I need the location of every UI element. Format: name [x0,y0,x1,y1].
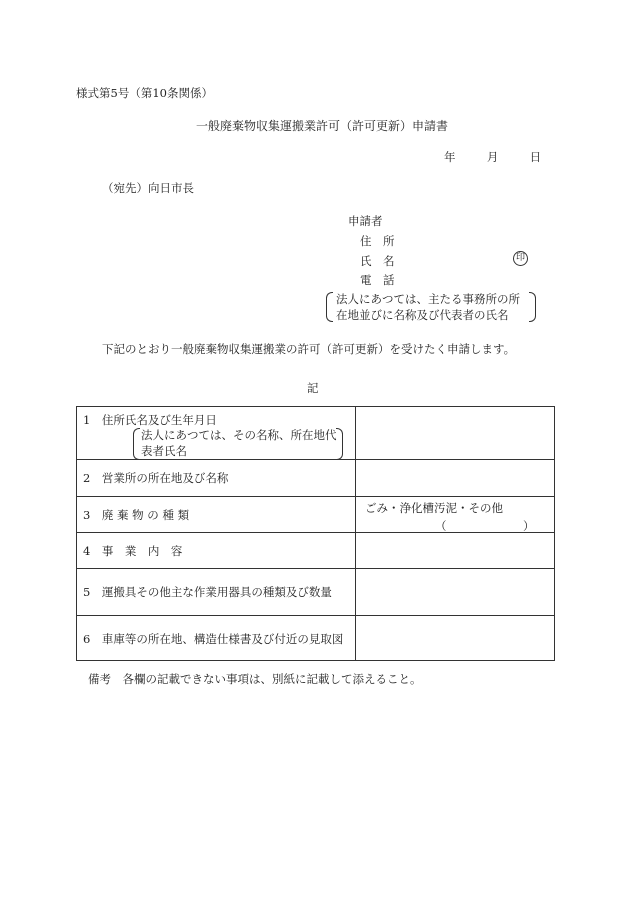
table-row-4 [77,532,554,568]
date-year: 年 [444,150,456,164]
intro-sentence: 下記のとおり一般廃棄物収集運搬業の許可（許可更新）を受けたく申請します。 [102,342,516,356]
address-label: 住 所 [360,234,395,248]
bracket-left [133,428,140,460]
table-row-6 [77,615,554,662]
bracket-left [326,292,333,322]
date-line [444,152,541,164]
name-label: 氏 名 [360,254,395,268]
waste-types-value: ごみ・浄化槽汚泥・その他 [365,501,503,515]
bracket-right [529,292,536,322]
seal-mark: 印 [513,251,528,266]
corporate-note [326,291,536,321]
corporate-note-line1: 法人にあつては、主たる事務所の所 [336,292,520,306]
row4-label: 4 事 業 内 容 [83,544,183,558]
phone-label: 電 話 [360,273,395,287]
document-title: 一般廃棄物収集運搬業許可（許可更新）申請書 [196,119,449,133]
row1-note [133,427,343,459]
remarks: 備考 各欄の記載できない事項は、別紙に記載して添えること。 [88,672,422,686]
row1-label: 1 住所氏名及び生年月日 [83,413,217,427]
ki-heading: 記 [307,381,319,395]
waste-other-paren-open: （ [435,519,447,533]
row2-label: 2 営業所の所在地及び名称 [83,471,229,485]
row1-note-text [141,427,337,459]
table-row-1 [77,407,554,459]
applicant-heading: 申請者 [348,214,383,228]
date-month: 月 [486,150,499,164]
row5-label: 5 運搬具その他主な作業用器具の種類及び数量 [83,585,332,599]
row1-note-line1: 法人にあつては、その名称、所在地代 [141,428,337,442]
waste-other-paren-close: ） [523,519,535,533]
table-row-2 [77,459,554,496]
application-table [76,406,555,661]
corporate-note-text [336,291,520,323]
table-row-3 [77,496,554,532]
date-day: 日 [529,150,542,164]
row1-note-line2: 表者氏名 [141,444,187,458]
addressee: （宛先）向日市長 [102,181,194,195]
row6-label: 6 車庫等の所在地、構造仕様書及び付近の見取図 [83,632,344,646]
row3-label: 3 廃 棄 物 の 種 類 [83,508,190,522]
bracket-right [336,428,343,460]
corporate-note-line2: 在地並びに名称及び代表者の氏名 [336,308,509,322]
table-row-5 [77,568,554,615]
form-number: 様式第5号（第10条関係） [76,86,213,100]
